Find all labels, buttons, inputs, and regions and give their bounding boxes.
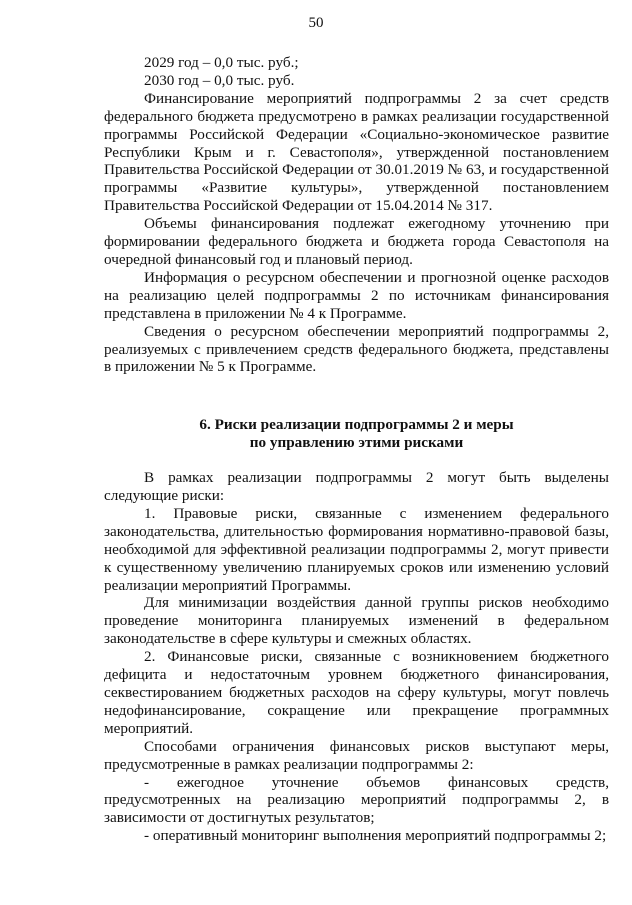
federal-funding-paragraph: Финансирование мероприятий подпрограммы 2 за счет средств федерального бюджета предусмотрено в рамках реализации государственной программы Российской Федерации «Социально-экономическое развитие Республики Крым и г. Севастополя», утвержденной постановлением Правительства Российской Федерации от 30.01.2019 № 63, и государственной программы «Развитие культуры», утвержденной постановлением Правительства Российской Федерации от 15.04.2014 № 317. xyxy=(104,89,609,215)
resource-info-paragraph: Информация о ресурсном обеспечении и прогнозной оценке расходов на реализацию целей подпрограммы 2 по источникам финансирования представлена в приложении № 4 к Программе. xyxy=(104,268,609,322)
budget-line-2030: 2030 год – 0,0 тыс. руб. xyxy=(144,71,295,89)
heading-spacer xyxy=(104,452,609,469)
section-heading-line2: по управлению этими рисками xyxy=(249,434,464,452)
financial-risks-paragraph: 2. Финансовые риски, связанные с возникновением бюджетного дефицита и недостаточным уровнем бюджетного финансирования, секвестированием бюджетных расходов на сферу культуры, могут повлечь недофинансирование, сокращение или прекращение программных мероприятий. xyxy=(104,648,609,737)
document-body xyxy=(104,54,609,845)
measure-item-annual-refinement: - ежегодное уточнение объемов финансовых средств, предусмотренных на реализацию мероприятий подпрограммы 2, в зависимости от достигнутых результатов; xyxy=(104,773,609,827)
financial-risks-measures-paragraph: Способами ограничения финансовых рисков выступают меры, предусмотренные в рамках реализации подпрограммы 2: xyxy=(104,737,609,773)
section-spacer xyxy=(104,376,609,416)
budget-line-2029: 2029 год – 0,0 тыс. руб.; xyxy=(144,54,299,71)
resource-details-paragraph: Сведения о ресурсном обеспечении мероприятий подпрограммы 2, реализуемых с привлечением средств федерального бюджета, представлены в приложении № 5 к Программе. xyxy=(104,322,609,376)
funding-refinement-paragraph: Объемы финансирования подлежат ежегодному уточнению при формировании федерального бюджета и бюджета города Севастополя на очередной финансовый год и плановый период. xyxy=(104,215,609,268)
risks-intro-paragraph: В рамках реализации подпрограммы 2 могут быть выделены следующие риски: xyxy=(104,469,609,505)
legal-risks-mitigation-paragraph: Для минимизации воздействия данной группы рисков необходимо проведение мониторинга планируемых изменений в федеральном законодательстве в сфере культуры и смежных областях. xyxy=(104,594,609,648)
measure-item-monitoring: - оперативный мониторинг выполнения мероприятий подпрограммы 2; xyxy=(144,827,607,845)
legal-risks-paragraph: 1. Правовые риски, связанные с изменением федерального законодательства, длительностью формирования нормативно-правовой базы, необходимой для эффективной реализации подпрограммы 2, могут привести к существенному увеличению планируемых сроков или изменению условий реализации мероприятий Программы. xyxy=(104,504,609,594)
page-number: 50 xyxy=(308,15,324,31)
section-heading-line1: 6. Риски реализации подпрограммы 2 и меры xyxy=(199,416,514,434)
